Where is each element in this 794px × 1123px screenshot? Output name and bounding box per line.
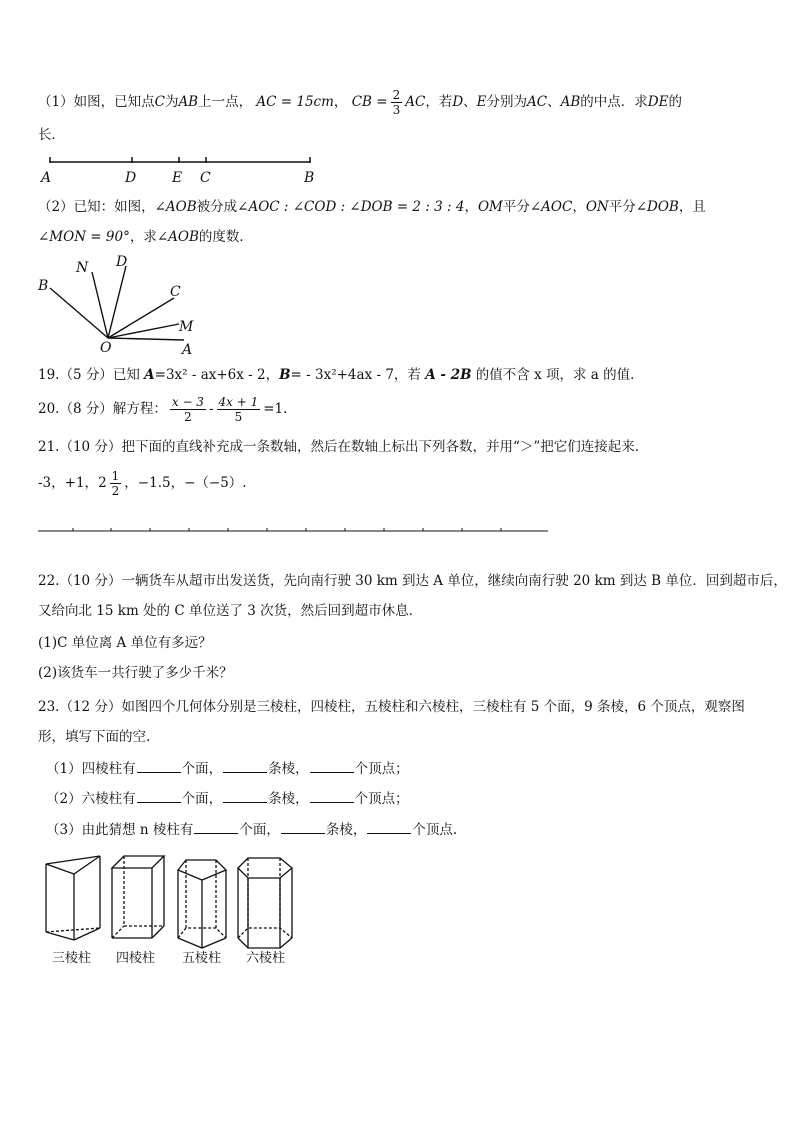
q22-sub1: (1)C 单位离 A 单位有多远？ — [38, 635, 212, 651]
caption-pentagonal: 五棱柱 — [182, 951, 222, 966]
blank-input[interactable] — [281, 821, 325, 834]
blank-input[interactable] — [367, 821, 411, 834]
caption-hexagonal: 六棱柱 — [246, 951, 286, 966]
q23-sub2: （2）六棱柱有 个面， 条棱， 个顶点； — [46, 791, 409, 807]
label-c: C — [170, 284, 181, 300]
fraction-2: $\frac{4x + 1}{5}$ — [218, 395, 259, 424]
blank-input[interactable] — [310, 760, 354, 773]
angle-figure — [34, 252, 204, 358]
fraction-half: $\frac{1}{2}$ — [111, 469, 120, 498]
q20: 20.（8 分）解方程： $\frac{x - 3}{2}$ - $\frac{4x + 1}{5}$ =1. — [38, 395, 288, 424]
q23-line2: 形，填写下面的空. — [38, 729, 151, 745]
q23-line1: 23.（12 分）如图四个几何体分别是三棱柱，四棱柱，五棱柱和六棱柱，三棱柱有 5 个面，9 条棱，6 个顶点，观察图 — [38, 699, 745, 715]
label-n: N — [76, 260, 89, 276]
q22-line2: 又给向北 15 km 处的 C 单位送了 3 次货，然后回到超市休息． — [38, 603, 423, 619]
q21-line1: 21.（10 分）把下面的直线补充成一条数轴，然后在数轴上标出下列各数，并用“＞”把它们连接起来. — [38, 439, 640, 455]
hexagonal-prism — [238, 858, 292, 948]
label-a: A — [41, 170, 52, 186]
blank-input[interactable] — [194, 821, 238, 834]
q22-line1: 22.（10 分）一辆货车从超市出发送货，先向南行驶 30 km 到达 A 单位，继续向南行驶 20 km 到达 B 单位．回到超市后， — [38, 573, 787, 589]
fraction-1: $\frac{x - 3}{2}$ — [171, 395, 204, 424]
label-b: B — [304, 170, 315, 186]
label-m: M — [179, 319, 194, 335]
q1-part1-line1: （1）如图，已知点C为AB上一点， AC = 15cm， CB = $\frac{2}{3}$ AC，若D、E分别为AC、AB的中点．求DE的 — [38, 88, 682, 117]
q21-line2: -3，+1，2 $\frac{1}{2}$ ，−1.5，−（−5）. — [38, 469, 247, 498]
triangular-prism — [46, 856, 100, 940]
q19: 19.（5 分）已知 A=3x² - ax+6x - 2，B= - 3x²+4ax - 7，若 A - 2B 的值不含 x 项，求 a 的值． — [38, 367, 644, 383]
blank-input[interactable] — [137, 790, 181, 803]
q22-sub2: (2)该货车一共行驶了多少千米？ — [38, 665, 233, 681]
pentagonal-prism — [178, 860, 226, 948]
q1-part2-line2: ∠MON = 90°，求∠AOB的度数． — [38, 229, 253, 245]
caption-quadrangular: 四棱柱 — [116, 951, 156, 966]
label-d: D — [125, 170, 137, 186]
quadrangular-prism — [112, 856, 164, 938]
label-c: C — [200, 170, 211, 186]
number-line — [38, 522, 552, 536]
label-a: A — [182, 342, 193, 358]
label-b: B — [38, 278, 49, 294]
fraction-two-thirds: $\frac{2}{3}$ — [392, 88, 401, 117]
q1-part1-line2: 长． — [38, 127, 65, 143]
prisms-figure — [40, 852, 302, 968]
segment-figure — [36, 150, 326, 186]
q23-sub3: （3）由此猜想 n 棱柱有 个面， 条棱， 个顶点. — [46, 822, 458, 838]
caption-triangular: 三棱柱 — [52, 951, 92, 966]
label-d: D — [116, 254, 128, 270]
blank-input[interactable] — [223, 790, 267, 803]
q1-part2-line1: （2）已知：如图，∠AOB被分成∠AOC : ∠COD : ∠DOB = 2 : 3 : 4，OM平分∠AOC，ON平分∠DOB，且 — [38, 199, 706, 215]
q23-sub1: （1）四棱柱有 个面， 条棱， 个顶点； — [46, 761, 409, 777]
blank-input[interactable] — [223, 760, 267, 773]
label-e: E — [172, 170, 183, 186]
blank-input[interactable] — [137, 760, 181, 773]
label-o: O — [100, 340, 112, 356]
blank-input[interactable] — [310, 790, 354, 803]
